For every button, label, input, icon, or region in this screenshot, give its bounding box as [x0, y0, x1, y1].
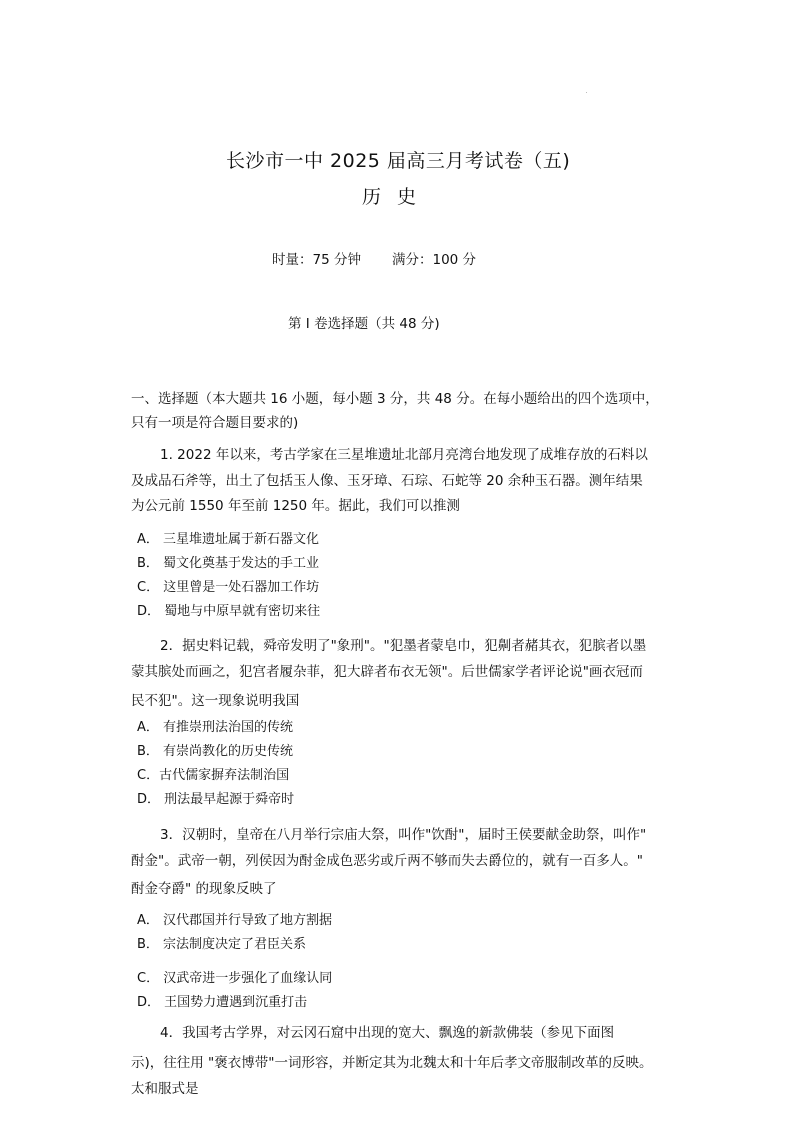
option-a[interactable]: A． 有推崇刑法治国的传统 — [137, 720, 294, 735]
exam-subject: 历史 — [362, 186, 433, 208]
question-stem-line: 蒙其膑处而画之，犯宫者履杂菲，犯大辟者布衣无领"。后世儒家学者评论说"画衣冠而 — [131, 664, 643, 680]
question-stem-line: 为公元前 1550 年至前 1250 年。据此，我们可以推测 — [131, 498, 460, 514]
exam-duration: 时量：75 分钟 — [272, 252, 361, 268]
section-intro-line: 只有一项是符合题目要求的) — [131, 415, 299, 431]
exam-full-score: 满分：100 分 — [392, 252, 477, 268]
question-stem-line: 4．我国考古学界，对云冈石窟中出现的宽大、飘逸的新款佛装（参见下面图 — [160, 1025, 615, 1041]
option-d[interactable]: D． 王国势力遭遇到沉重打击 — [137, 995, 308, 1010]
question-stem-line: 3．汉朝时，皇帝在八月举行宗庙大祭，叫作"饮酎"，届时王侯要献金助祭，叫作" — [160, 827, 647, 843]
question-stem-line: 1. 2022 年以来，考古学家在三星堆遗址北部月亮湾台地发现了成堆存放的石料以 — [160, 447, 648, 463]
option-a[interactable]: A． 三星堆遗址属于新石器文化 — [137, 532, 320, 547]
question-stem-line: 2．据史料记载，舜帝发明了"象刑"。"犯墨者蒙皂巾，犯劓者赭其衣，犯膑者以墨 — [160, 638, 647, 654]
option-a[interactable]: A． 汉代郡国并行导致了地方割据 — [137, 913, 333, 928]
question-stem-line: 示)，往往用 "褒衣博带"一词形容，并断定其为北魏太和十年后孝文帝服制改革的反映。 — [131, 1055, 653, 1071]
scan-speck — [586, 92, 587, 93]
question-stem-line: 民不犯"。这一现象说明我国 — [131, 693, 300, 709]
section-heading: 第 Ⅰ 卷选择题（共 48 分) — [288, 316, 440, 332]
question-stem-line: 酎金"。武帝一朝，列侯因为酎金成色恶劣或斤两不够而失去爵位的，就有一百多人。" — [131, 853, 643, 869]
section-intro-line: 一、选择题（本大题共 16 小题，每小题 3 分，共 48 分。在每小题给出的四个选项中， — [131, 391, 659, 407]
option-b[interactable]: B． 蜀文化奠基于发达的手工业 — [137, 556, 320, 571]
exam-title: 长沙市一中 2025 届高三月考试卷（五) — [226, 150, 571, 172]
option-d[interactable]: D． 蜀地与中原早就有密切来往 — [137, 604, 321, 619]
option-c[interactable]: C．古代儒家摒弃法制治国 — [137, 768, 290, 783]
question-stem-line: 酎金夺爵" 的现象反映了 — [131, 881, 277, 897]
option-c[interactable]: C． 汉武帝进一步强化了血缘认同 — [137, 971, 333, 986]
option-d[interactable]: D． 刑法最早起源于舜帝时 — [137, 792, 295, 807]
question-stem-line: 太和服式是 — [131, 1081, 199, 1097]
option-b[interactable]: B． 宗法制度决定了君臣关系 — [137, 937, 307, 952]
question-stem-line: 及成品石斧等，出土了包括玉人像、玉牙璋、石琮、石蛇等 20 余种玉石器。测年结果 — [131, 473, 643, 489]
option-b[interactable]: B． 有崇尚教化的历史传统 — [137, 744, 294, 759]
option-c[interactable]: C． 这里曾是一处石器加工作坊 — [137, 580, 320, 595]
